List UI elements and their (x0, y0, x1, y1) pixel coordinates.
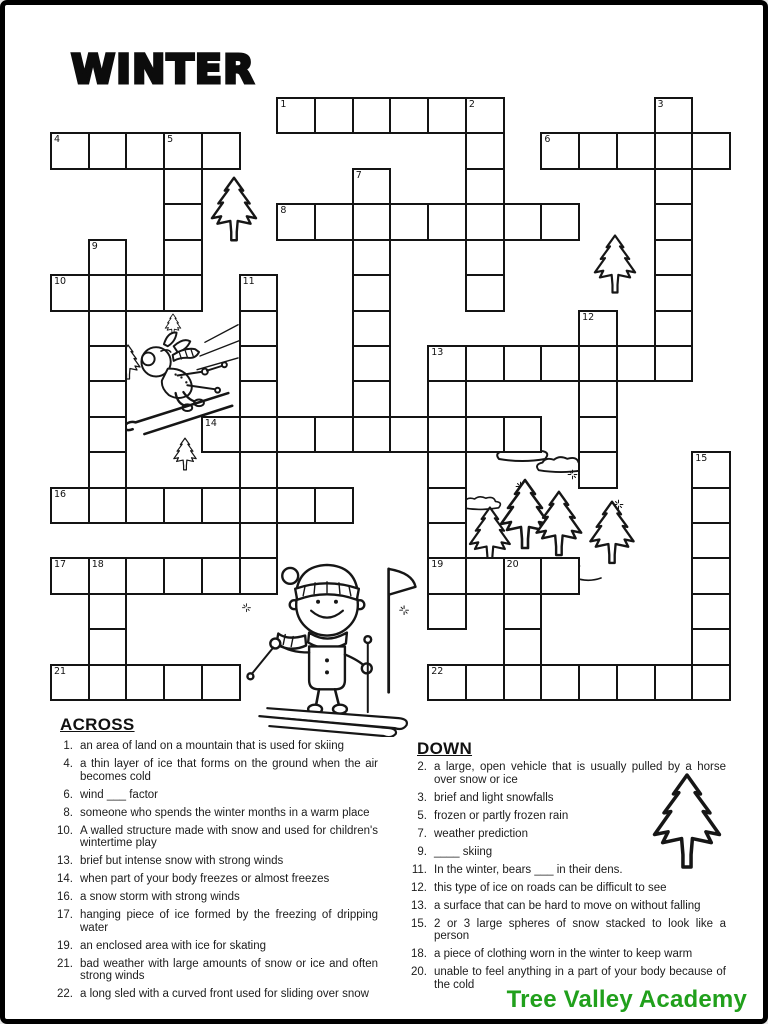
grid-cell[interactable] (578, 451, 618, 488)
clue-across-1 (51, 740, 383, 753)
clue-item-text: wind ___ factor (80, 788, 158, 801)
grid-cell[interactable] (427, 97, 467, 134)
clue-item-number: 15. (411, 917, 427, 930)
grid-cell[interactable] (503, 628, 543, 665)
clue-item-number: 18. (411, 948, 427, 960)
grid-cell[interactable] (427, 557, 467, 594)
clue-item-number: 16. (57, 891, 73, 903)
grid-cell[interactable] (88, 451, 128, 488)
grid-cell[interactable] (691, 557, 731, 594)
grid-cell[interactable] (465, 416, 505, 453)
clue-item-text: a thin layer of ice that forms on the ground when the air becomes cold (80, 758, 378, 783)
grid-cell[interactable] (465, 274, 505, 311)
grid-cell[interactable] (465, 239, 505, 276)
grid-cell[interactable] (691, 593, 731, 630)
clue-across-14 (51, 873, 383, 886)
grid-cell[interactable] (314, 97, 354, 134)
grid-cell[interactable] (163, 168, 203, 205)
grid-cell[interactable] (691, 628, 731, 665)
clue-down-18 (405, 948, 729, 961)
across-heading: ACROSS (60, 715, 135, 734)
clue-item-text: brief and light snowfalls (434, 791, 554, 804)
clue-number: 20 (506, 559, 519, 571)
grid-cell[interactable] (88, 274, 128, 311)
clue-item-number: 3. (417, 791, 427, 804)
grid-cell[interactable] (616, 132, 656, 169)
grid-cell[interactable] (465, 203, 505, 240)
clue-number: 3 (657, 99, 664, 110)
grid-cell[interactable] (427, 203, 467, 240)
grid-cell[interactable] (691, 664, 731, 701)
grid-cell[interactable] (578, 310, 618, 347)
grid-cell[interactable] (465, 345, 505, 382)
clue-item-text: brief but intense snow with strong winds (80, 855, 284, 867)
grid-cell[interactable] (163, 274, 203, 311)
clue-across-8 (51, 807, 383, 820)
grid-cell[interactable] (540, 557, 580, 594)
clue-item-number: 2. (417, 761, 427, 773)
grid-cell[interactable] (88, 416, 128, 453)
grid-cell[interactable] (427, 664, 467, 701)
clue-number: 11 (242, 276, 255, 288)
clue-item-number: 11. (411, 863, 427, 876)
clue-across-13 (51, 855, 383, 868)
clue-item-number: 12. (411, 881, 427, 894)
clue-item-number: 10. (57, 824, 73, 837)
grid-cell[interactable] (125, 664, 165, 701)
grid-cell[interactable] (125, 487, 165, 524)
clue-number: 17 (54, 559, 67, 571)
clue-item-number: 9. (417, 845, 427, 858)
grid-cell[interactable] (163, 132, 203, 169)
grid-cell[interactable] (276, 487, 316, 524)
clue-item-number: 20. (411, 966, 427, 978)
clue-item-text: 2 or 3 large spheres of snow stacked to look like a person (434, 917, 726, 942)
grid-cell[interactable] (88, 557, 128, 594)
grid-cell[interactable] (88, 628, 128, 665)
clue-item-number: 13. (57, 855, 73, 867)
grid-cell[interactable] (239, 451, 279, 488)
clue-down-2 (405, 761, 729, 786)
grid-cell[interactable] (578, 664, 618, 701)
grid-cell[interactable] (125, 557, 165, 594)
clue-number: 16 (54, 488, 67, 500)
grid-cell[interactable] (616, 664, 656, 701)
grid-cell[interactable] (465, 664, 505, 701)
clue-number: 14 (204, 417, 217, 429)
clue-item-text: a long sled with a curved front used for sliding over snow (80, 988, 369, 1000)
clue-item-text: hanging piece of ice formed by the freezing of dripping water (80, 909, 378, 934)
grid-cell[interactable] (578, 132, 618, 169)
grid-cell[interactable] (654, 168, 694, 205)
grid-cell[interactable] (427, 451, 467, 488)
clue-number: 9 (91, 240, 98, 252)
clue-number: 1 (280, 99, 287, 110)
clue-down-12 (405, 882, 729, 895)
clue-number: 12 (582, 311, 595, 323)
grid-cell[interactable] (163, 203, 203, 240)
clue-item-text: ____ skiing (434, 845, 493, 858)
grid-cell[interactable] (163, 487, 203, 524)
grid-cell[interactable] (540, 132, 580, 169)
clue-item-number: 21. (57, 957, 73, 970)
clue-item-text: In the winter, bears ___ in their dens. (434, 863, 623, 876)
across-clue-list (51, 740, 383, 1006)
grid-cell[interactable] (352, 168, 392, 205)
grid-cell[interactable] (465, 97, 505, 134)
clue-item-number: 19. (57, 939, 73, 952)
clue-across-17 (51, 909, 383, 934)
clue-item-number: 17. (57, 909, 73, 921)
grid-cell[interactable] (314, 203, 354, 240)
grid-cell[interactable] (239, 274, 279, 311)
grid-cell[interactable] (163, 239, 203, 276)
grid-cell[interactable] (352, 416, 392, 453)
clue-number: 5 (167, 134, 174, 146)
clue-item-text: an area of land on a mountain that is used for skiing (80, 740, 345, 752)
grid-cell[interactable] (50, 557, 90, 594)
clue-down-15 (405, 918, 729, 943)
grid-cell[interactable] (201, 487, 241, 524)
grid-cell[interactable] (201, 664, 241, 701)
clue-item-text: when part of your body freezes or almost freezes (80, 873, 330, 885)
clue-number: 10 (54, 276, 67, 288)
grid-cell[interactable] (239, 345, 279, 382)
grid-cell[interactable] (352, 380, 392, 417)
clue-number: 6 (544, 134, 551, 146)
grid-cell[interactable] (88, 593, 128, 630)
clue-number: 7 (355, 169, 362, 181)
grid-cell[interactable] (201, 416, 241, 453)
clue-item-number: 22. (57, 988, 73, 1000)
grid-cell[interactable] (88, 239, 128, 276)
page-title: WINTER (71, 47, 255, 93)
crossword-grid (5, 5, 768, 773)
grid-cell[interactable] (50, 132, 90, 169)
clue-number: 2 (468, 99, 475, 110)
clue-across-22 (51, 988, 383, 1001)
clue-number: 18 (91, 559, 104, 571)
grid-cell[interactable] (50, 274, 90, 311)
clue-item-text: a large, open vehicle that is usually pulled by a horse over snow or ice (434, 761, 726, 786)
clue-down-9 (405, 846, 729, 859)
grid-cell[interactable] (427, 380, 467, 417)
grid-cell[interactable] (654, 203, 694, 240)
clue-number: 15 (695, 453, 708, 465)
grid-cell[interactable] (239, 416, 279, 453)
grid-cell[interactable] (503, 203, 543, 240)
grid-cell[interactable] (691, 487, 731, 524)
grid-cell[interactable] (389, 97, 429, 134)
grid-cell[interactable] (352, 310, 392, 347)
clue-across-16 (51, 891, 383, 904)
grid-cell[interactable] (654, 664, 694, 701)
grid-cell[interactable] (88, 132, 128, 169)
clue-item-text: weather prediction (434, 827, 528, 840)
clue-down-5 (405, 810, 729, 823)
grid-cell[interactable] (88, 380, 128, 417)
grid-cell[interactable] (201, 557, 241, 594)
grid-cell[interactable] (427, 593, 467, 630)
grid-cell[interactable] (88, 487, 128, 524)
grid-cell[interactable] (654, 97, 694, 134)
grid-cell[interactable] (125, 132, 165, 169)
grid-cell[interactable] (389, 203, 429, 240)
grid-cell[interactable] (352, 345, 392, 382)
grid-cell[interactable] (239, 522, 279, 559)
grid-cell[interactable] (654, 239, 694, 276)
grid-cell[interactable] (578, 380, 618, 417)
clue-item-text: frozen or partly frozen rain (434, 809, 569, 822)
grid-cell[interactable] (163, 664, 203, 701)
clue-across-21 (51, 958, 383, 983)
grid-cell[interactable] (540, 203, 580, 240)
clue-item-text: bad weather with large amounts of snow or ice and often strong winds (80, 957, 378, 982)
grid-cell[interactable] (239, 557, 279, 594)
clue-item-number: 7. (417, 827, 427, 840)
grid-cell[interactable] (163, 557, 203, 594)
grid-cell[interactable] (578, 416, 618, 453)
clue-number: 8 (280, 205, 287, 217)
grid-cell[interactable] (427, 416, 467, 453)
clue-number: 21 (54, 665, 67, 677)
grid-cell[interactable] (88, 664, 128, 701)
grid-cell[interactable] (88, 310, 128, 347)
grid-cell[interactable] (503, 593, 543, 630)
clue-item-text: a surface that can be hard to move on without falling (434, 899, 701, 912)
grid-cell[interactable] (427, 522, 467, 559)
clue-item-text: a snow storm with strong winds (80, 891, 240, 903)
grid-cell[interactable] (352, 97, 392, 134)
clue-number: 13 (431, 346, 444, 358)
grid-cell[interactable] (201, 132, 241, 169)
grid-cell[interactable] (540, 345, 580, 382)
clue-item-text: A walled structure made with snow and used for children's wintertime play (80, 824, 378, 849)
clue-item-number: 14. (57, 873, 73, 885)
tree-valley-academy-logo: Tree Valley Academy (506, 986, 747, 1013)
clue-number: 22 (431, 665, 444, 677)
down-clue-list (405, 761, 729, 997)
grid-cell[interactable] (654, 310, 694, 347)
clue-item-number: 8. (63, 806, 73, 819)
grid-cell[interactable] (465, 557, 505, 594)
grid-cell[interactable] (616, 345, 656, 382)
grid-cell[interactable] (691, 451, 731, 488)
grid-cell[interactable] (88, 345, 128, 382)
clue-across-19 (51, 940, 383, 953)
grid-cell[interactable] (50, 664, 90, 701)
clue-number: 19 (431, 559, 444, 571)
grid-cell[interactable] (239, 310, 279, 347)
grid-cell[interactable] (691, 132, 731, 169)
grid-cell[interactable] (654, 345, 694, 382)
clue-item-text: a piece of clothing worn in the winter to keep warm (434, 948, 693, 960)
grid-cell[interactable] (389, 416, 429, 453)
clue-item-text: this type of ice on roads can be difficult to see (434, 881, 667, 894)
clue-down-11 (405, 864, 729, 877)
grid-cell[interactable] (125, 274, 165, 311)
clue-item-text: an enclosed area with ice for skating (80, 939, 267, 952)
clue-item-text: unable to feel anything in a part of your body because of the cold (434, 966, 726, 991)
grid-cell[interactable] (654, 132, 694, 169)
grid-cell[interactable] (691, 522, 731, 559)
grid-cell[interactable] (503, 557, 543, 594)
clue-down-3 (405, 792, 729, 805)
grid-cell[interactable] (503, 664, 543, 701)
grid-cell[interactable] (276, 97, 316, 134)
grid-cell[interactable] (352, 239, 392, 276)
clue-number: 4 (54, 134, 61, 146)
clue-item-number: 4. (63, 758, 73, 770)
grid-cell[interactable] (276, 203, 316, 240)
clue-down-7 (405, 828, 729, 841)
grid-cell[interactable] (503, 416, 543, 453)
grid-cell[interactable] (239, 380, 279, 417)
grid-cell[interactable] (50, 487, 90, 524)
clue-across-4 (51, 758, 383, 783)
grid-cell[interactable] (427, 487, 467, 524)
clue-item-number: 1. (63, 740, 73, 752)
grid-cell[interactable] (540, 664, 580, 701)
clue-across-10 (51, 825, 383, 850)
grid-cell[interactable] (276, 416, 316, 453)
grid-cell[interactable] (465, 168, 505, 205)
grid-cell[interactable] (352, 203, 392, 240)
grid-cell[interactable] (578, 345, 618, 382)
clue-item-text: someone who spends the winter months in a warm place (80, 806, 370, 819)
clue-across-6 (51, 789, 383, 802)
grid-cell[interactable] (239, 487, 279, 524)
down-heading: DOWN (417, 739, 473, 758)
clue-item-number: 13. (411, 899, 427, 912)
clue-down-13 (405, 900, 729, 913)
grid-cell[interactable] (314, 487, 354, 524)
grid-cell[interactable] (427, 345, 467, 382)
grid-cell[interactable] (654, 274, 694, 311)
grid-cell[interactable] (314, 416, 354, 453)
clue-item-number: 6. (63, 788, 73, 801)
grid-cell[interactable] (352, 274, 392, 311)
grid-cell[interactable] (503, 345, 543, 382)
grid-cell[interactable] (465, 132, 505, 169)
clue-item-number: 5. (417, 809, 427, 822)
